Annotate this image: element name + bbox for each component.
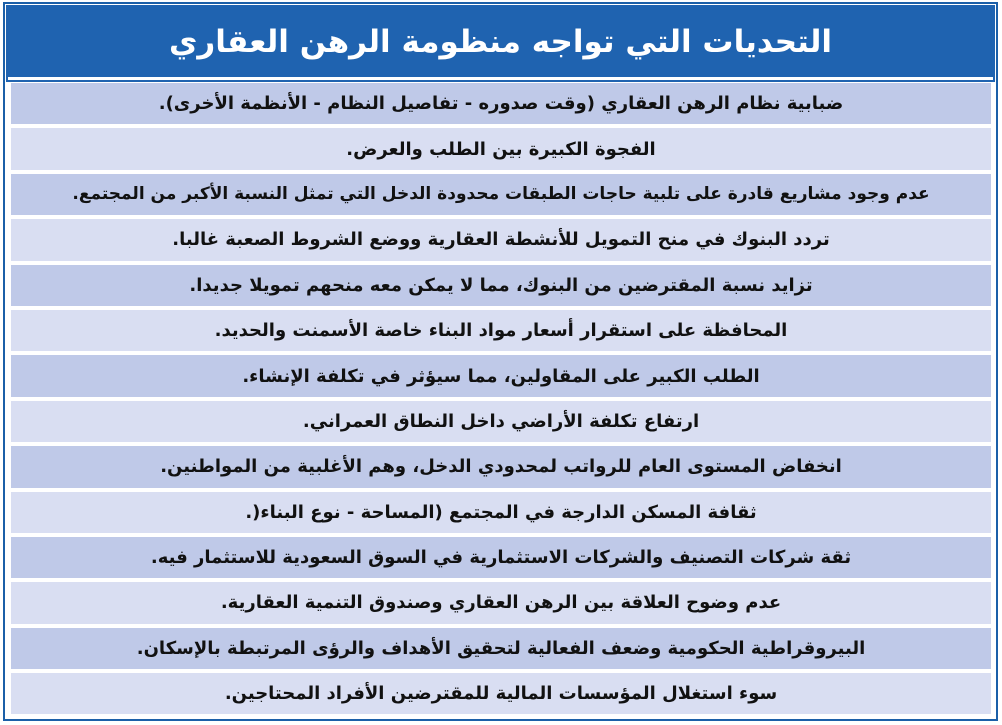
page-title: التحديات التي تواجه منظومة الرهن العقاري (168, 24, 833, 60)
list-item (11, 492, 991, 533)
list-item (11, 83, 991, 124)
list-item (11, 673, 991, 714)
list-item-text: ضبابية نظام الرهن العقاري (وقت صدوره - تفاصيل النظام - الأنظمة الأخرى). (158, 93, 844, 115)
list-item (11, 537, 991, 578)
challenges-card (3, 2, 998, 721)
list-item-text: انخفاض المستوى العام للرواتب لمحدودي الدخل، وهم الأغلبية من المواطنين. (160, 456, 842, 478)
list-item (11, 446, 991, 487)
list-item-text: المحافظة على استقرار أسعار مواد البناء خاصة الأسمنت والحديد. (214, 320, 788, 342)
list-item-text: عدم وجود مشاريع قادرة على تلبية حاجات الطبقات محدودة الدخل التي تمثل النسبة الأكبر من المجتمع. (72, 184, 930, 205)
list-item-text: الفجوة الكبيرة بين الطلب والعرض. (346, 138, 656, 160)
list-item-text: ارتفاع تكلفة الأراضي داخل النطاق العمراني. (302, 410, 700, 432)
list-item-text: ثقة شركات التصنيف والشركات الاستثمارية في السوق السعودية للاستثمار فيه. (150, 547, 852, 569)
challenges-list (11, 83, 991, 718)
list-item (11, 355, 991, 396)
list-item (11, 628, 991, 669)
list-item (11, 582, 991, 623)
list-item (11, 219, 991, 260)
list-item (11, 265, 991, 306)
list-item-text: تردد البنوك في منح التمويل للأنشطة العقارية ووضع الشروط الصعبة غالبا. (172, 229, 830, 251)
list-item-text: عدم وضوح العلاقة بين الرهن العقاري وصندوق التنمية العقارية. (220, 592, 782, 614)
list-item-text: البيروقراطية الحكومية وضعف الفعالية لتحقيق الأهداف والرؤى المرتبطة بالإسكان. (136, 637, 866, 659)
list-item (11, 401, 991, 442)
list-item-text: تزايد نسبة المقترضين من البنوك، مما لا يمكن معه منحهم تمويلا جديدا. (189, 274, 813, 296)
list-item (11, 174, 991, 215)
list-item-text: الطلب الكبير على المقاولين، مما سيؤثر في تكلفة الإنشاء. (242, 365, 760, 387)
list-item-text: ثقافة المسكن الدارجة في المجتمع (المساحة - نوع البناء(. (245, 501, 757, 523)
list-item (11, 128, 991, 169)
list-item-text: سوء استغلال المؤسسات المالية للمقترضين الأفراد المحتاجين. (224, 683, 778, 705)
title-banner (8, 7, 993, 80)
list-item (11, 310, 991, 351)
